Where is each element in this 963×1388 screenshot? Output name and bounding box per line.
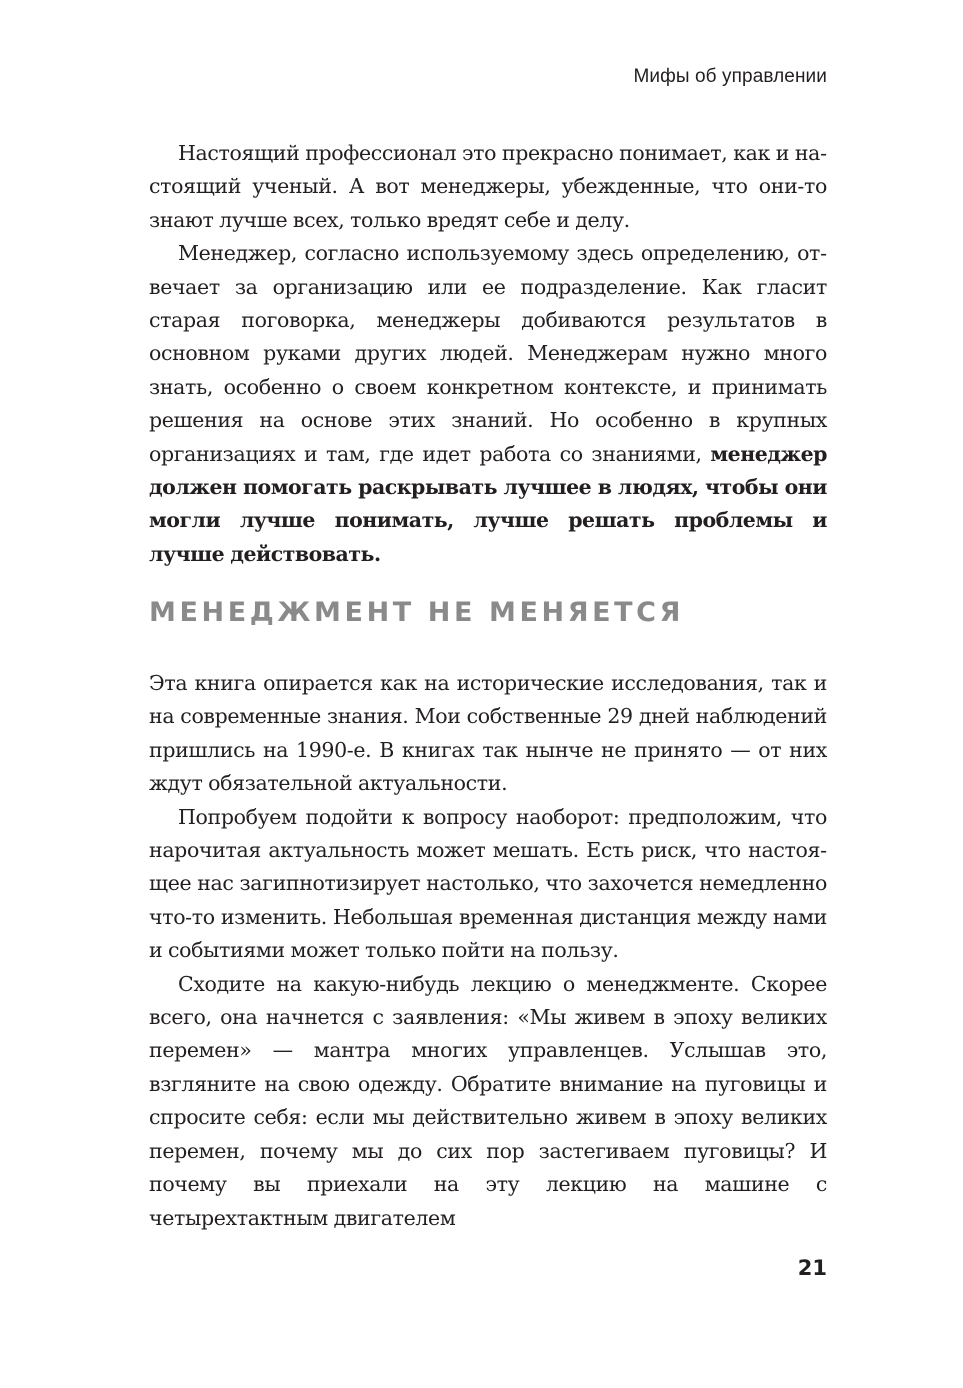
paragraph-lecture: Сходите на какую-нибудь лекцию о менеджменте. Скорее всего, она начнется с заявления: «Мы живем в эпоху великих перемен» — мантра многих управленцев. Услышав это, взгляните на свою одежду. Обратите внимание на пуговицы и спросите себя: если мы действительно живем в эпоху великих перемен, почему мы до сих пор застегиваем пуговицы? И почему вы приехали на эту лекцию на машине с четырехтактным двигателем: [149, 971, 827, 1230]
page-number: 21: [797, 1256, 827, 1280]
paragraph-manager-emphasis: менеджер должен помогать раскрывать лучшее в людях, чтобы они могли лучше понимать, лучше решать проблемы и лучше действовать.: [149, 441, 827, 566]
paragraph-book-research: Эта книга опирается как на исторические исследования, так и на современные знания. Мои собственные 29 дней наблюдений пришлись на 1990-е. В книгах так нынче не принято — от них ждут обязательной актуальности.: [149, 671, 827, 796]
paragraph-manager-definition: [149, 237, 827, 571]
paragraph-manager-text: Менеджер, согласно используемому здесь определению, отвечает за организацию или ее подразделение. Как гласит старая поговорка, менеджеры добиваются результатов в основном руками других людей. Менеджерам нужно много знать, особенно о своем конкретном контексте, и принимать решения на основе этих знаний. Но особенно в крупных организациях и там, где идет работа со знаниями,: [149, 241, 827, 466]
section-intro: [149, 137, 827, 571]
running-head: Мифы об управлении: [633, 66, 827, 87]
section-management-unchanged: [149, 667, 827, 1235]
section-heading: МЕНЕДЖМЕНТ НЕ МЕНЯЕТСЯ: [149, 597, 684, 628]
paragraph-actuality: Попробуем подойти к вопросу наоборот: предположим, что нарочитая актуальность может мешать. Есть риск, что настоящее нас загипнотизирует настолько, что захочется немедленно что-то изменить. Небольшая временная дистанция между нами и событиями может только пойти на пользу.: [149, 804, 827, 963]
paragraph-professional: Настоящий профессионал это прекрасно понимает, как и настоящий ученый. А вот менеджеры, убежденные, что они-то знают лучше всех, только вредят себе и делу.: [149, 141, 827, 232]
